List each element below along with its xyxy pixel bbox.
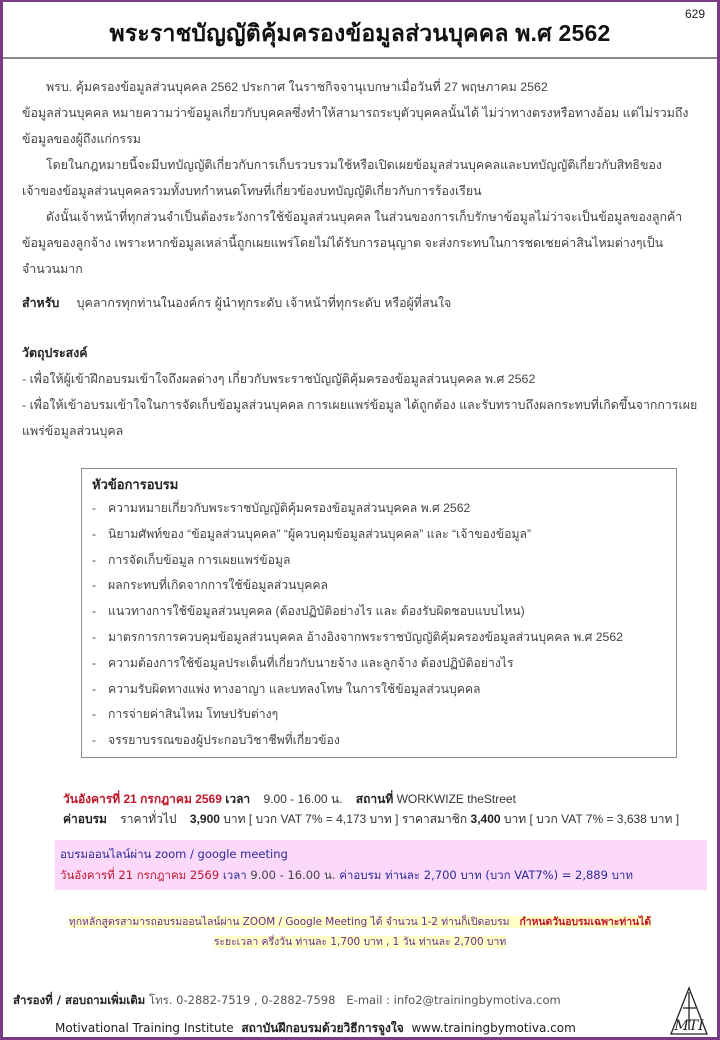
venue: WORKWIZE theStreet (396, 792, 516, 806)
schedule-date-row (63, 789, 697, 809)
venue-label: สถานที่ (355, 792, 394, 806)
note-line-2 (3, 932, 717, 952)
contact-phone[interactable]: โทร. 0-2882-7519 , 0-2882-7598 (148, 993, 336, 1007)
page-number: 629 (684, 7, 705, 21)
online-time: 9.00 - 16.00 น. (250, 868, 336, 882)
page-title: พระราชบัญญัติคุ้มครองข้อมูลส่วนบุคคล พ.ศ 2562 (109, 20, 611, 46)
topics-heading: หัวข้อการอบรม (92, 477, 179, 492)
topic-item: - ความต้องการใช้ข้อมูลประเด็นที่เกี่ยวกับนายจ้าง และลูกจ้าง ต้องปฏิบัติอย่างไร (92, 655, 514, 670)
general-price: 3,900 (189, 812, 220, 826)
note-line-1 (3, 912, 717, 932)
footer-institute (55, 1019, 576, 1038)
time-label: เวลา (225, 792, 251, 806)
note-text: ทุกหลักสูตรสามารถอบรมออนไลน์ผ่าน ZOOM / Google Meeting ได้ จำนวน 1-2 ท่านก็เปิดอบรม (68, 916, 510, 928)
schedule-section (63, 789, 697, 829)
topic-item: - ความรับผิดทางแพ่ง ทางอาญา และบทลงโทษ ในการใช้ข้อมูลส่วนบุคคล (92, 681, 481, 696)
audience-section (22, 290, 701, 316)
institute-name-en: Motivational Training Institute (55, 1021, 234, 1035)
svg-text:MTI: MTI (674, 1018, 704, 1034)
topic-item: - การจัดเก็บข้อมูล การเผยแพร่ข้อมูล (92, 552, 291, 567)
note-emphasis: กำหนดวันอบรมเฉพาะท่านได้ (519, 916, 652, 928)
topic-item: - จรรยาบรรณของผู้ประกอบวิชาชีพที่เกี่ยวข้อง (92, 733, 340, 748)
intro-paragraph: ข้อมูลส่วนบุคคล หมายความว่าข้อมูลเกี่ยวกับบุคคลซึ่งทำให้สามารถระบุตัวบุคคลนั้นได้ ไม่ว่าทางตรงหรือทางอ้อม แต่ไม่รวมถึงข้อมูลของผู้ถึงแก่กรรม (22, 106, 689, 146)
contact-email[interactable]: E-mail : info2@trainingbymotiva.com (346, 993, 561, 1007)
contact-label: สำรองที่ / สอบถามเพิ่มเติม (13, 993, 146, 1007)
intro-paragraph: โดยในกฎหมายนี้จะมีบทบัญญัติเกี่ยวกับการเก็บรวบรวมใช้หรือเปิดเผยข้อมูลส่วนบุคคลและบทบัญญัติเกี่ยวกับสิทธิของเจ้าของข้อมูลส่วนบุคคลรวมทั้งบทกำหนดโทษที่เกี่ยวข้องบทบัญญัติเกี่ยวกับการร้องเรียน (22, 158, 662, 198)
objectives-heading: วัตถุประสงค์ (22, 346, 88, 360)
schedule-fee-row (63, 809, 697, 829)
title-divider (3, 57, 717, 59)
topic-item: - ความหมายเกี่ยวกับพระราชบัญญัติคุ้มครองข้อมูลส่วนบุคคล พ.ศ 2562 (92, 501, 471, 515)
note-pricing: ระยะเวลา ครึ่งวัน ท่านละ 1,700 บาท , 1 วัน ท่านละ 2,700 บาท (213, 936, 507, 948)
topic-item: - แนวทางการใช้ข้อมูลส่วนบุคคล (ต้องปฏิบัติอย่างไร และ ต้องรับผิดชอบแบบไหน) (92, 604, 525, 619)
intro-paragraph: ดังนั้นเจ้าหน้าที่ทุกส่วนจำเป็นต้องระวังการใช้ข้อมูลส่วนบุคคล ในส่วนของการเก็บรักษาข้อมูลไม่ว่าจะเป็นข้อมูลของลูกค้า ข้อมูลของลูกจ้าง เพราะหากข้อมูลเหล่านี้ถูกเผยแพร่โดยไม่ได้รับการอนุญาต จะส่งกระทบในการชดเชยค่าสินไหมต่างๆเป็นจำนวนมาก (22, 210, 683, 276)
member-price-label: ราคาสมาชิก (401, 812, 468, 826)
topics-list (92, 496, 676, 754)
audience-text: บุคลากรทุกท่านในองค์กร ผู้นำทุกระดับ เจ้าหน้าที่ทุกระดับ หรือผู้ที่สนใจ (76, 296, 452, 310)
online-title: อบรมออนไลน์ผ่าน zoom / google meeting (60, 847, 288, 861)
member-price-vat: บาท [ บวก VAT 7% = 3,638 บาท ] (503, 812, 680, 826)
schedule-date: วันอังคารที่ 21 กรกฎาคม 2569 (63, 792, 222, 806)
topic-item: - มาตรการการควบคุมข้อมูลส่วนบุคคล อ้างอิงจากพระราชบัญญัติคุ้มครองข้อมูลส่วนบุคคล พ.ศ 2562 (92, 629, 623, 644)
member-price: 3,400 (470, 812, 501, 826)
fee-label: ค่าอบรม (63, 812, 107, 826)
online-detail-row (60, 865, 707, 886)
online-training-box (55, 840, 707, 890)
topic-item: - นิยามศัพท์ของ “ข้อมูลส่วนบุคคล” “ผู้ควบคุมข้อมูลส่วนบุคคล” และ “เจ้าของข้อมูล” (92, 526, 532, 541)
institute-name-th: สถาบันฝึกอบรมด้วยวิธีการจูงใจ (241, 1021, 404, 1035)
schedule-time: 9.00 - 16.00 น. (263, 792, 343, 806)
website-link[interactable]: www.trainingbymotiva.com (411, 1021, 576, 1035)
mti-logo-icon (669, 986, 709, 1036)
objectives-section (22, 340, 701, 444)
general-price-vat: บาท [ บวก VAT 7% = 4,173 บาท ] (223, 812, 399, 826)
topic-item: - ผลกระทบที่เกิดจากการใช้ข้อมูลส่วนบุคคล (92, 578, 328, 593)
general-price-label: ราคาทั่วไป (120, 812, 177, 826)
online-time-label: เวลา (222, 868, 247, 882)
objective-item: - เพื่อให้เข้าอบรมเข้าใจในการจัดเก็บข้อมูลส่วนบุคคล การเผยแพร่ข้อมูล ได้ถูกต้อง และรับทราบถึงผลกระทบที่เกิดขึ้นจากการเผยแพร่ข้อมูลส่วนบุคล (22, 398, 698, 438)
online-date: วันอังคารที่ 21 กรกฎาคม 2569 (60, 868, 220, 882)
audience-label: สำหรับ (22, 296, 60, 310)
intro-paragraph: พรบ. คุ้มครองข้อมูลส่วนบุคคล 2562 ประกาศ ในราชกิจจานุเบกษาเมื่อวันที่ 27 พฤษภาคม 2562 (46, 80, 548, 94)
topics-box (81, 468, 677, 758)
online-note (3, 912, 717, 952)
intro-section (22, 74, 701, 282)
online-fee: 2,700 บาท (บวก VAT7%) = 2,889 บาท (423, 868, 633, 882)
footer-contact (13, 992, 561, 1010)
online-fee-label: ค่าอบรม ท่านละ (339, 868, 421, 882)
topic-item: - การจ่ายค่าสินไหม โทษปรับต่างๆ (92, 707, 279, 722)
objective-item: - เพื่อให้ผู้เข้าฝึกอบรมเข้าใจถึงผลต่างๆ เกี่ยวกับพระราชบัญญัติคุ้มครองข้อมูลส่วนบุคคล พ.ศ 2562 (22, 372, 536, 386)
